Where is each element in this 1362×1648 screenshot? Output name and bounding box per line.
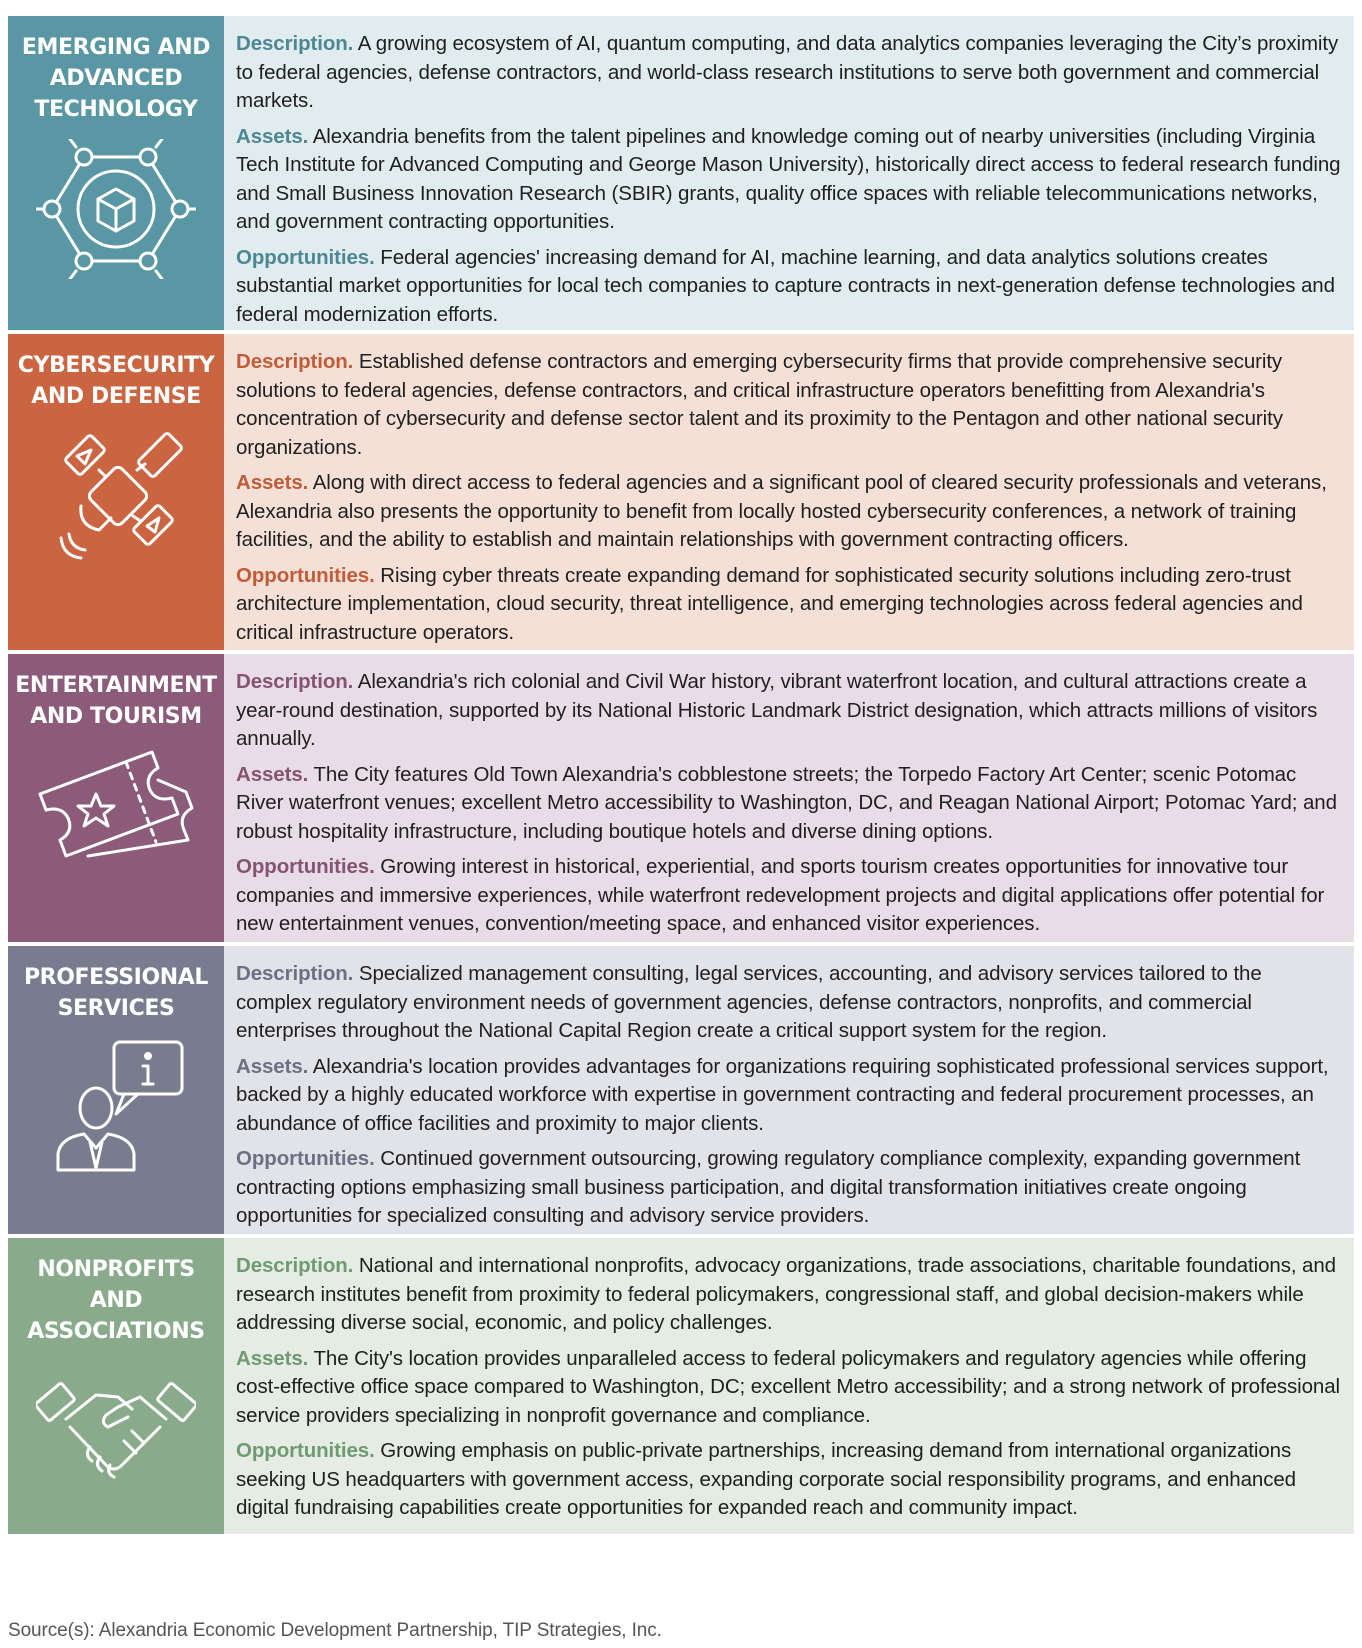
description-paragraph: [236, 960, 1342, 1046]
sector-label-tourism: [8, 654, 224, 942]
assets-text: Along with direct access to federal agencies and a significant pool of cleared security professionals and veterans, Alexandria also presents the opportunity to benefit from locally hosted cybersecurity conferences, a network of training facilities, and the ability to establish and maintain relationships with government contracting officers.: [236, 471, 1327, 551]
sector-title: EMERGING AND ADVANCED TECHNOLOGY: [21, 35, 211, 122]
opportunities-label: Opportunities.: [236, 855, 375, 878]
sector-content-cybersecurity: [224, 334, 1354, 650]
opportunities-paragraph: [236, 1437, 1342, 1523]
description-paragraph: [236, 668, 1342, 754]
sector-row-tourism: [8, 654, 1354, 942]
person-info-icon: [46, 1038, 186, 1178]
sector-label-nonprofit: [8, 1238, 224, 1534]
description-paragraph: [236, 1252, 1342, 1338]
assets-text: Alexandria's location provides advantages for organizations requiring sophisticated professional services support, backed by a highly educated workforce with expertise in government contracting and federal procurement processes, an abundance of office facilities and proximity to major clients.: [236, 1054, 1329, 1135]
description-label: Description.: [236, 1254, 354, 1277]
assets-label: Assets.: [236, 471, 309, 494]
satellite-icon: [41, 426, 191, 566]
opportunities-text: Federal agencies' increasing demand for AI, machine learning, and data analytics solutions creates substantial market opportunities for local tech companies to capture contracts in next-generation defense technologies and federal modernization efforts.: [236, 245, 1335, 326]
assets-label: Assets.: [236, 1346, 309, 1370]
description-label: Description.: [236, 32, 354, 55]
opportunities-text: Growing emphasis on public-private partnerships, increasing demand from international organizations seeking US headquarters with government access, expanding corporate social responsibility programs, and enhanced digital fundraising capabilities create opportunities for expanded reach and community impact.: [236, 1439, 1296, 1519]
description-text: Alexandria's rich colonial and Civil War history, vibrant waterfront location, and cultural attractions create a year-round destination, supported by its National Historic Landmark District designation, which attracts millions of visitors annually.: [236, 670, 1318, 750]
assets-paragraph: [236, 469, 1342, 555]
opportunities-text: Continued government outsourcing, growing regulatory compliance complexity, expanding government contracting options emphasizing small business participation, and digital transformation initiatives create ongoing opportunities for specialized consulting and advisory service providers.: [236, 1147, 1301, 1227]
sector-content-professional: [224, 946, 1354, 1234]
sector-label-technology: [8, 16, 224, 330]
sector-row-professional: [8, 946, 1354, 1234]
assets-text: Alexandria benefits from the talent pipelines and knowledge coming out of nearby universities (including Virginia Tech Institute for Advanced Computing and George Mason University), historically direct access to federal research funding and Small Business Innovation Research (SBIR) grants, quality office spaces with reliable telecommunications networks, and government contracting opportunities.: [236, 124, 1341, 233]
assets-label: Assets.: [236, 1054, 309, 1078]
opportunities-paragraph: [236, 1145, 1342, 1231]
opportunities-label: Opportunities.: [236, 245, 375, 269]
network-cube-icon: [36, 139, 196, 279]
assets-paragraph: [236, 1053, 1342, 1139]
description-text: Specialized management consulting, legal services, accounting, and advisory services tailored to the complex regulatory environment needs of government agencies, defense contractors, nonprofits, and commercial enterprises throughout the National Capital Region create a critical support system for the region.: [236, 962, 1262, 1042]
description-label: Description.: [236, 350, 354, 373]
description-label: Description.: [236, 670, 354, 693]
opportunities-label: Opportunities.: [236, 1439, 375, 1462]
sector-title: ENTERTAINMENT AND TOURISM: [15, 673, 217, 729]
opportunities-label: Opportunities.: [236, 563, 375, 587]
assets-paragraph: [236, 761, 1342, 847]
description-text: Established defense contractors and emerging cybersecurity firms that provide comprehensive security solutions to federal agencies, defense contractors, and critical infrastructure operators benefitting from Alexandria's concentration of cybersecurity and defense sector talent and its proximity to the Pentagon and other national security organizations.: [236, 350, 1283, 459]
description-paragraph: [236, 348, 1342, 462]
opportunities-text: Growing interest in historical, experiential, and sports tourism creates opportunities for innovative tour companies and immersive experiences, while waterfront redevelopment projects and digital applications offer potential for new entertainment venues, convention/meeting space, and enhanced visitor experiences.: [236, 855, 1325, 935]
sector-row-technology: [8, 16, 1354, 330]
ticket-icon: [36, 746, 196, 866]
sector-title: CYBERSECURITY AND DEFENSE: [17, 353, 215, 409]
sector-table: [8, 16, 1354, 1538]
assets-paragraph: [236, 1345, 1342, 1431]
assets-label: Assets.: [236, 762, 309, 786]
assets-paragraph: [236, 123, 1342, 237]
description-label: Description.: [236, 962, 354, 985]
description-text: National and international nonprofits, advocacy organizations, trade associations, charitable foundations, and research institutes benefit from proximity to federal policymakers, congressional staff, and global decision-makers while addressing diverse social, economic, and policy challenges.: [236, 1254, 1336, 1334]
opportunities-text: Rising cyber threats create expanding demand for sophisticated security solutions including zero-trust architecture implementation, cloud security, threat intelligence, and emerging technologies across federal agencies and critical infrastructure operators.: [236, 563, 1303, 644]
opportunities-paragraph: [236, 853, 1342, 939]
source-note: Source(s): Alexandria Economic Development Partnership, TIP Strategies, Inc.: [8, 1620, 662, 1641]
assets-text: The City features Old Town Alexandria's cobblestone streets; the Torpedo Factory Art Center; scenic Potomac River waterfront venues; excellent Metro accessibility to Washington, DC, and Reagan National Airport; Potomac Yard; and robust hospitality infrastructure, including boutique hotels and diverse dining options.: [236, 762, 1337, 843]
sector-row-nonprofit: [8, 1238, 1354, 1534]
description-paragraph: [236, 30, 1342, 116]
sector-content-nonprofit: [224, 1238, 1354, 1534]
sector-title: PROFESSIONAL SERVICES: [23, 965, 209, 1021]
opportunities-paragraph: [236, 244, 1342, 330]
sector-label-cybersecurity: [8, 334, 224, 650]
opportunities-paragraph: [236, 562, 1342, 648]
sector-row-cybersecurity: [8, 334, 1354, 650]
sector-content-tourism: [224, 654, 1354, 942]
sector-title: NONPROFITS AND ASSOCIATIONS: [27, 1257, 205, 1344]
sector-label-professional: [8, 946, 224, 1234]
assets-label: Assets.: [236, 124, 309, 148]
description-text: A growing ecosystem of AI, quantum computing, and data analytics companies leveraging the City’s proximity to federal agencies, defense contractors, and world-class research institutions to serve both government and commercial markets.: [236, 32, 1339, 112]
opportunities-label: Opportunities.: [236, 1147, 375, 1170]
sector-content-technology: [224, 16, 1354, 330]
assets-text: The City's location provides unparalleled access to federal policymakers and regulatory agencies while offering cost-effective office space compared to Washington, DC; excellent Metro accessibility; and a strong network of professional service providers specializing in nonprofit governance and compliance.: [236, 1346, 1340, 1427]
handshake-icon: [36, 1361, 196, 1501]
